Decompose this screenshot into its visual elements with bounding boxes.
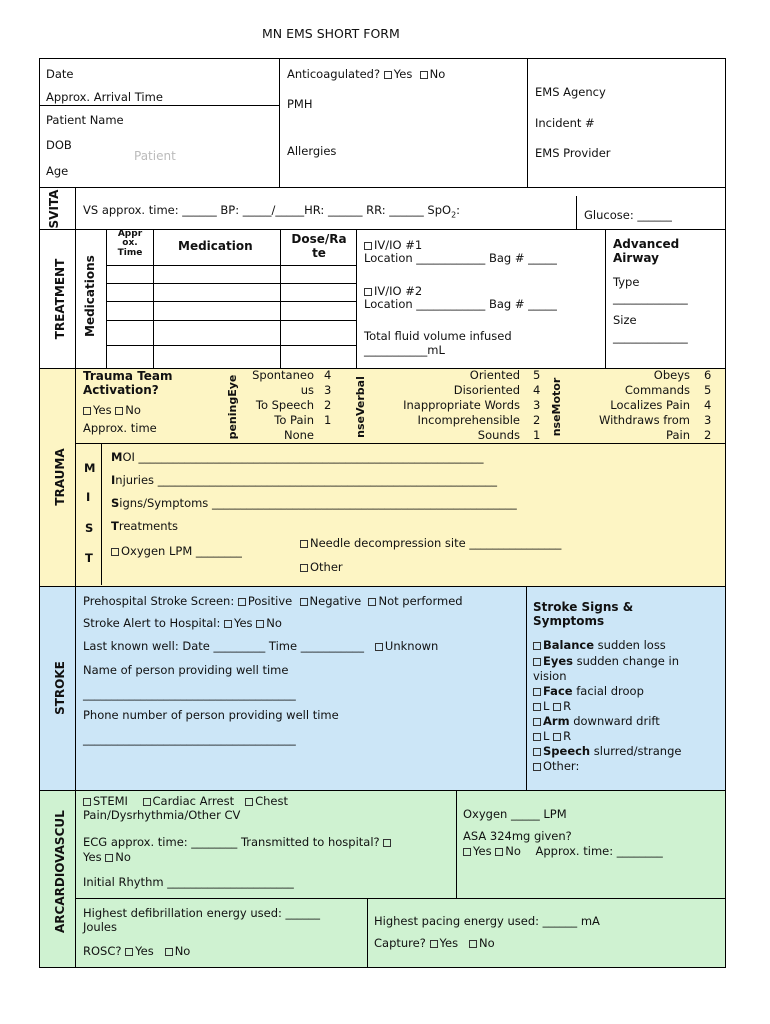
arm-checkbox[interactable]: [533, 718, 541, 726]
defib-field[interactable]: Highest defibrillation energy used: ______: [83, 906, 321, 920]
oxygen-checkbox[interactable]: [111, 548, 119, 556]
gcs-verbal-list: Oriented 5 Disoriented 4 Inappropriate Words 3 Incomprehensible 2 Sounds 1: [403, 368, 541, 442]
date-label[interactable]: Date: [46, 67, 74, 81]
stemi-checkbox[interactable]: [83, 798, 91, 806]
trauma-activation-yn: Yes No: [83, 404, 141, 417]
arrival-label[interactable]: Approx. Arrival Time: [46, 90, 163, 104]
moi-field[interactable]: MOI ____________________________________________________________: [111, 450, 484, 464]
stroke-section-label: STROKE: [53, 661, 67, 715]
asa-no-checkbox[interactable]: [495, 848, 503, 856]
iv2-location[interactable]: Location ____________ Bag # _____: [364, 297, 557, 311]
fluid-ml[interactable]: ___________mL: [364, 343, 445, 357]
gcs-motor-list: Obeys 6 Commands 5 Localizes Pain 4 Withdraws from 3 Pain 2: [598, 368, 712, 442]
cardio-section-label: ARCARDIOVASCUL: [53, 810, 67, 933]
lkw-unknown-checkbox[interactable]: [375, 643, 383, 651]
airway-type-label: Type: [613, 275, 640, 289]
medications-label: Medications: [83, 255, 97, 337]
gcs-eye-label: peningEye: [226, 374, 239, 440]
trauma-approx-time[interactable]: Approx. time: [83, 421, 157, 435]
airway-type-field[interactable]: _____________: [613, 291, 688, 305]
sign-face[interactable]: Face facial droop: [533, 685, 644, 698]
patient-placeholder: Patient: [134, 149, 176, 163]
well-time-phone-label: Phone number of person providing well time: [83, 708, 339, 722]
patient-name-label[interactable]: Patient Name: [46, 113, 124, 127]
signs-field[interactable]: Signs/Symptoms _____________________________________________________: [111, 496, 517, 510]
airway-size-field[interactable]: _____________: [613, 330, 688, 344]
oxygen-lpm-field[interactable]: Oxygen LPM ________: [111, 545, 242, 558]
sign-arm[interactable]: Arm downward drift: [533, 715, 660, 728]
age-label[interactable]: Age: [46, 164, 69, 178]
chest-checkbox[interactable]: [245, 798, 253, 806]
mist-i: I: [86, 490, 91, 504]
rosc-row: ROSC? Yes No: [83, 944, 191, 958]
alert-no-checkbox[interactable]: [256, 620, 264, 628]
chest-pain-label: Pain/Dysrhythmia/Other CV: [83, 808, 241, 822]
balance-checkbox[interactable]: [533, 642, 541, 650]
injuries-field[interactable]: Injuries ___________________________________________________________: [111, 473, 497, 487]
trauma-activation: Trauma Team Activation?: [83, 369, 173, 397]
rosc-yes-checkbox[interactable]: [125, 948, 133, 956]
treatments-label: Treatments: [111, 519, 179, 533]
trauma-other[interactable]: Other: [300, 561, 343, 574]
sign-eyes[interactable]: Eyes sudden change in: [533, 655, 679, 668]
arm-r-checkbox[interactable]: [553, 733, 561, 741]
form-title: MN EMS SHORT FORM: [262, 26, 400, 41]
needle-checkbox[interactable]: [300, 540, 308, 548]
gcs-eye-list: Spontaneo 4 us 3 To Speech 2 To Pain 1 None: [252, 368, 332, 442]
trauma-no-checkbox[interactable]: [115, 407, 123, 415]
ecg-yn: Yes No: [83, 850, 131, 864]
mist-t: T: [85, 551, 93, 565]
arm-side: L R: [533, 730, 571, 743]
anticoag-yes-checkbox[interactable]: [384, 71, 392, 79]
glucose-field[interactable]: Glucose: ______: [584, 208, 672, 222]
face-side: L R: [533, 700, 571, 713]
face-l-checkbox[interactable]: [533, 703, 541, 711]
eyes-checkbox[interactable]: [533, 658, 541, 666]
ecg-yes-checkbox-a[interactable]: [383, 839, 391, 847]
iv2-checkbox[interactable]: [364, 288, 372, 296]
airway-size-label: Size: [613, 313, 637, 327]
incident-label[interactable]: Incident #: [535, 116, 595, 130]
trauma-other-checkbox[interactable]: [300, 564, 308, 572]
face-checkbox[interactable]: [533, 688, 541, 696]
arrest-checkbox[interactable]: [143, 798, 151, 806]
well-time-person-field[interactable]: _____________________________________: [83, 687, 296, 701]
airway-header: Advanced Airway: [613, 237, 680, 265]
agency-label[interactable]: EMS Agency: [535, 85, 606, 99]
form-frame: [39, 58, 726, 968]
asa-yes-checkbox[interactable]: [463, 848, 471, 856]
capture-yes-checkbox[interactable]: [430, 940, 438, 948]
ecg-row[interactable]: ECG approx. time: ________ Transmitted to hospital?: [83, 836, 393, 849]
provider-label[interactable]: EMS Provider: [535, 146, 611, 160]
ecg-no-checkbox[interactable]: [105, 854, 113, 862]
trauma-yes-checkbox[interactable]: [83, 407, 91, 415]
pmh-label[interactable]: PMH: [287, 97, 313, 111]
iv1-location[interactable]: Location ____________ Bag # _____: [364, 251, 557, 265]
pacing-field[interactable]: Highest pacing energy used: ______ mA: [374, 914, 600, 928]
screen-not-performed-checkbox[interactable]: [368, 598, 376, 606]
screen-positive-checkbox[interactable]: [238, 598, 246, 606]
anticoag-no-checkbox[interactable]: [420, 71, 428, 79]
gcs-verbal-label: nseVerbal: [354, 376, 367, 438]
sign-vision: vision: [533, 669, 567, 683]
col-dose-header: Dose/Ra te: [291, 232, 347, 260]
iv2-row[interactable]: IV/IO #2: [364, 285, 422, 298]
asa-label: ASA 324mg given?: [463, 829, 572, 843]
vitals-row[interactable]: VS approx. time: ______ BP: _____/_____HR: ______ RR: ______ SpO$_2$:: [83, 203, 461, 220]
face-r-checkbox[interactable]: [553, 703, 561, 711]
treatment-section-label: TREATMENT: [53, 258, 67, 340]
cardio-oxygen-field[interactable]: Oxygen _____ LPM: [463, 807, 567, 821]
arm-l-checkbox[interactable]: [533, 733, 541, 741]
dob-label[interactable]: DOB: [46, 138, 72, 152]
anticoag-row: Anticoagulated? Yes No: [287, 67, 446, 81]
last-known-well-row[interactable]: Last known well: Date _________ Time ___________ Unknown: [83, 639, 439, 653]
mist-s: S: [85, 521, 94, 535]
capture-row: Capture? Yes No: [374, 936, 495, 950]
asa-row: Yes No Approx. time: ________: [463, 845, 663, 858]
trauma-section-label: TRAUMA: [53, 448, 67, 506]
allergies-label[interactable]: Allergies: [287, 144, 337, 158]
stemi-row: STEMI Cardiac Arrest Chest: [83, 795, 288, 808]
stroke-other-checkbox[interactable]: [533, 763, 541, 771]
fluid-label: Total fluid volume infused: [364, 329, 512, 343]
alert-yes-checkbox[interactable]: [224, 620, 232, 628]
col-time-header: Appr ox. Time: [117, 229, 143, 258]
capture-no-checkbox[interactable]: [469, 940, 477, 948]
gcs-motor-label: nseMotor: [550, 377, 563, 437]
vitals-section-label: SVITA: [47, 189, 61, 229]
speech-checkbox[interactable]: [533, 748, 541, 756]
mist-m: M: [84, 461, 96, 475]
rosc-no-checkbox[interactable]: [165, 948, 173, 956]
iv1-checkbox[interactable]: [364, 242, 372, 250]
sign-balance[interactable]: Balance sudden loss: [533, 639, 666, 652]
initial-rhythm-field[interactable]: Initial Rhythm ______________________: [83, 875, 294, 889]
sign-speech[interactable]: Speech slurred/strange: [533, 745, 681, 758]
stroke-alert-row: Stroke Alert to Hospital: Yes No: [83, 616, 282, 630]
screen-negative-checkbox[interactable]: [300, 598, 308, 606]
stroke-screen-row: Prehospital Stroke Screen: Positive Negative Not performed: [83, 594, 463, 608]
col-medication-header: Medication: [178, 239, 253, 253]
well-time-person-label: Name of person providing well time: [83, 663, 289, 677]
well-time-phone-field[interactable]: _____________________________________: [83, 732, 296, 746]
joules-label: Joules: [83, 920, 117, 934]
iv1-row[interactable]: IV/IO #1: [364, 239, 422, 252]
sign-other[interactable]: Other:: [533, 760, 579, 773]
needle-field[interactable]: Needle decompression site ________________: [300, 537, 561, 550]
stroke-signs-header: Stroke Signs & Symptoms: [533, 600, 634, 628]
